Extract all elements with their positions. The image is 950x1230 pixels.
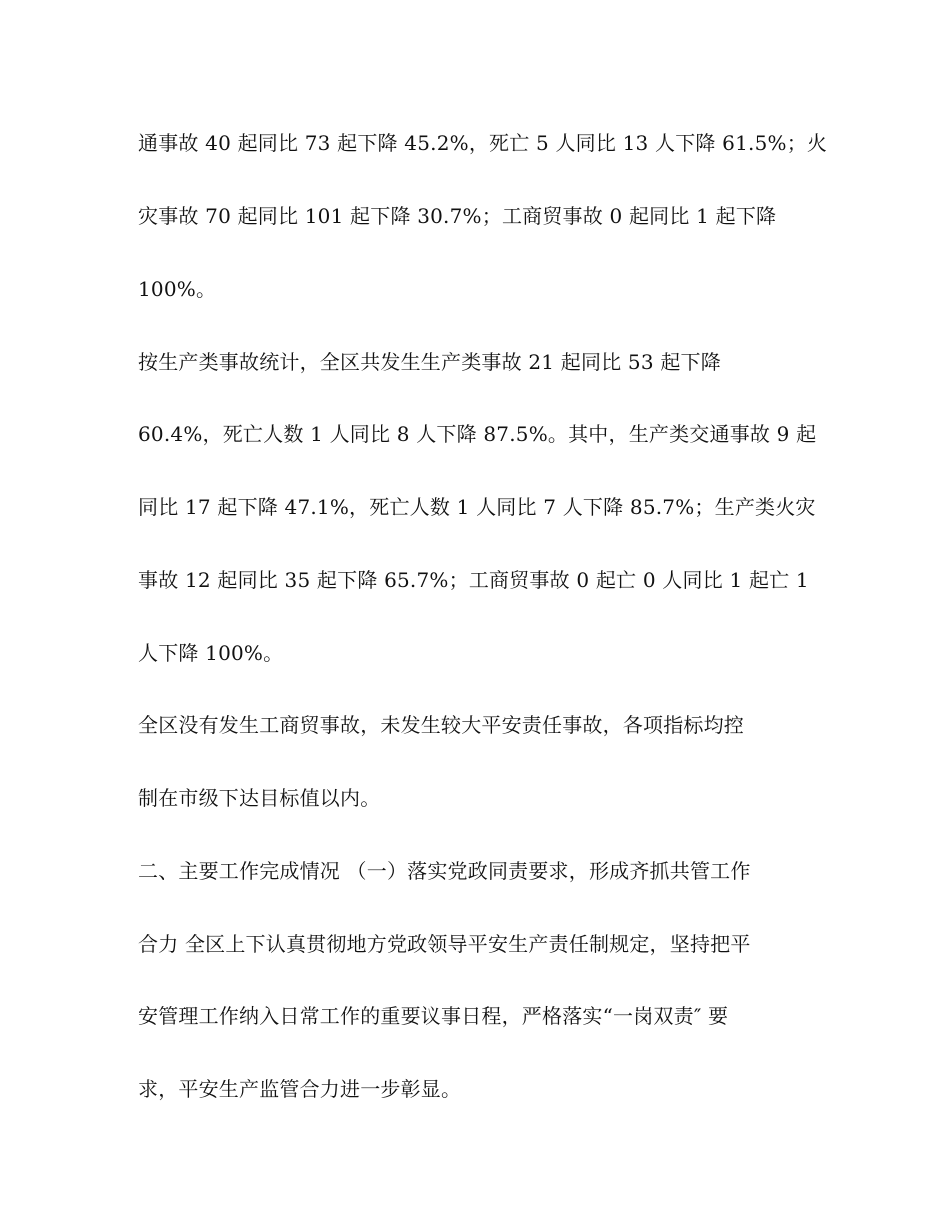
paragraph-start-line: 按生产类事故统计，全区共发生生产类事故 21 起同比 53 起下降	[138, 350, 721, 374]
text-line: 通事故 40 起同比 73 起下降 45.2%，死亡 5 人同比 13 人下降 61.5%；火	[138, 131, 828, 155]
text-line: 合力 全区上下认真贯彻地方党政领导平安生产责任制规定，坚持把平	[138, 932, 751, 956]
text-line: 制在市级下达目标值以内。	[138, 786, 381, 810]
text-line: 求，平安生产监管合力进一步彰显。	[138, 1077, 462, 1101]
text-line: 事故 12 起同比 35 起下降 65.7%；工商贸事故 0 起亡 0 人同比 1 起亡 1	[138, 568, 809, 592]
text-line: 灾事故 70 起同比 101 起下降 30.7%；工商贸事故 0 起同比 1 起下降	[138, 204, 777, 228]
text-line: 人下降 100%。	[138, 641, 284, 665]
text-line: 同比 17 起下降 47.1%，死亡人数 1 人同比 7 人下降 85.7%；生产类火灾	[138, 495, 816, 519]
section-heading-line: 二、主要工作完成情况 （一）落实党政同责要求，形成齐抓共管工作	[138, 859, 751, 883]
text-line: 安管理工作纳入日常工作的重要议事日程，严格落实“一岗双责″ 要	[138, 1004, 729, 1028]
text-line: 100%。	[138, 277, 217, 301]
text-line: 60.4%，死亡人数 1 人同比 8 人下降 87.5%。其中，生产类交通事故 9 起	[138, 422, 817, 446]
paragraph-start-line: 全区没有发生工商贸事故，未发生较大平安责任事故，各项指标均控	[138, 713, 744, 737]
